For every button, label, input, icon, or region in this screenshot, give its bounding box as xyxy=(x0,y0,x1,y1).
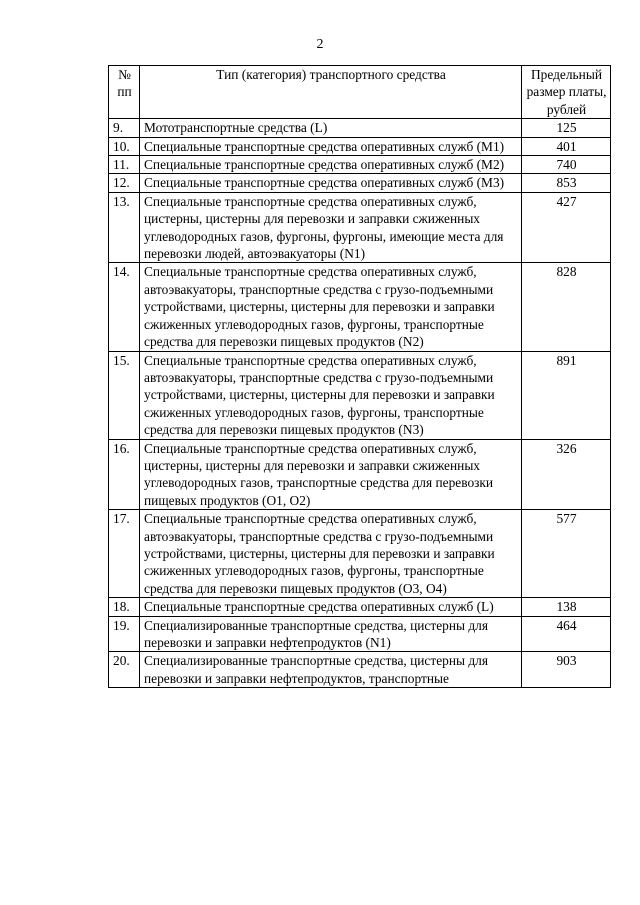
table-row xyxy=(109,439,611,510)
table-header-row xyxy=(109,66,611,119)
header-vehicle-type: Тип (категория) транспортного средства xyxy=(140,66,522,119)
table-row xyxy=(109,174,611,192)
row-fee: 125 xyxy=(522,119,611,137)
row-vehicle-type: Специальные транспортные средства оперативных служб, цистерны, цистерны для перевозки и заправки сжиженных углеводородных газов, транспортные средства для перевозки пищевых продуктов (O1, O2) xyxy=(140,439,522,510)
row-vehicle-type: Специальные транспортные средства оперативных служб (М3) xyxy=(140,174,522,192)
row-number: 14. xyxy=(109,263,140,351)
row-number: 9. xyxy=(109,119,140,137)
row-number: 19. xyxy=(109,616,140,652)
row-number: 11. xyxy=(109,156,140,174)
row-fee: 853 xyxy=(522,174,611,192)
row-number: 18. xyxy=(109,598,140,616)
table-row xyxy=(109,510,611,598)
fee-table xyxy=(108,65,611,688)
row-vehicle-type: Специализированные транспортные средства, цистерны для перевозки и заправки нефтепродуктов, транспортные xyxy=(140,652,522,688)
table-row xyxy=(109,156,611,174)
row-number: 20. xyxy=(109,652,140,688)
row-number: 12. xyxy=(109,174,140,192)
table-row xyxy=(109,263,611,351)
table-row xyxy=(109,616,611,652)
table-row xyxy=(109,192,611,263)
table-row xyxy=(109,598,611,616)
row-vehicle-type: Специализированные транспортные средства, цистерны для перевозки и заправки нефтепродуктов (N1) xyxy=(140,616,522,652)
row-fee: 427 xyxy=(522,192,611,263)
header-number: № пп xyxy=(109,66,140,119)
row-vehicle-type: Специальные транспортные средства оперативных служб, автоэвакуаторы, транспортные средства с грузо-подъемными устройствами, цистерны, цистерны для перевозки и заправки сжиженных углеводородных газов, фургоны, транспортные средства для перевозки пищевых продуктов (O3, O4) xyxy=(140,510,522,598)
row-fee: 326 xyxy=(522,439,611,510)
row-number: 15. xyxy=(109,351,140,439)
row-vehicle-type: Специальные транспортные средства оперативных служб (М1) xyxy=(140,137,522,155)
table-row xyxy=(109,652,611,688)
table-row xyxy=(109,119,611,137)
row-fee: 903 xyxy=(522,652,611,688)
page-number: 2 xyxy=(316,37,324,52)
header-fee-limit: Предельный размер платы, рублей xyxy=(522,66,611,119)
row-vehicle-type: Специальные транспортные средства оперативных служб, автоэвакуаторы, транспортные средства с грузо-подъемными устройствами, цистерны, цистерны для перевозки и заправки сжиженных углеводородных газов, фургоны, транспортные средства для перевозки пищевых продуктов (N3) xyxy=(140,351,522,439)
row-vehicle-type: Специальные транспортные средства оперативных служб (L) xyxy=(140,598,522,616)
row-fee: 828 xyxy=(522,263,611,351)
row-fee: 577 xyxy=(522,510,611,598)
row-vehicle-type: Специальные транспортные средства оперативных служб, автоэвакуаторы, транспортные средства с грузо-подъемными устройствами, цистерны, цистерны для перевозки и заправки сжиженных углеводородных газов, фургоны, транспортные средства для перевозки пищевых продуктов (N2) xyxy=(140,263,522,351)
row-number: 17. xyxy=(109,510,140,598)
table-row xyxy=(109,351,611,439)
row-number: 13. xyxy=(109,192,140,263)
row-fee: 464 xyxy=(522,616,611,652)
row-number: 10. xyxy=(109,137,140,155)
row-fee: 401 xyxy=(522,137,611,155)
row-fee: 891 xyxy=(522,351,611,439)
table-row xyxy=(109,137,611,155)
row-vehicle-type: Мототранспортные средства (L) xyxy=(140,119,522,137)
row-vehicle-type: Специальные транспортные средства оперативных служб, цистерны, цистерны для перевозки и заправки сжиженных углеводородных газов, фургоны, фургоны, имеющие места для перевозки людей, автоэвакуаторы (N1) xyxy=(140,192,522,263)
row-fee: 740 xyxy=(522,156,611,174)
row-fee: 138 xyxy=(522,598,611,616)
row-vehicle-type: Специальные транспортные средства оперативных служб (М2) xyxy=(140,156,522,174)
row-number: 16. xyxy=(109,439,140,510)
